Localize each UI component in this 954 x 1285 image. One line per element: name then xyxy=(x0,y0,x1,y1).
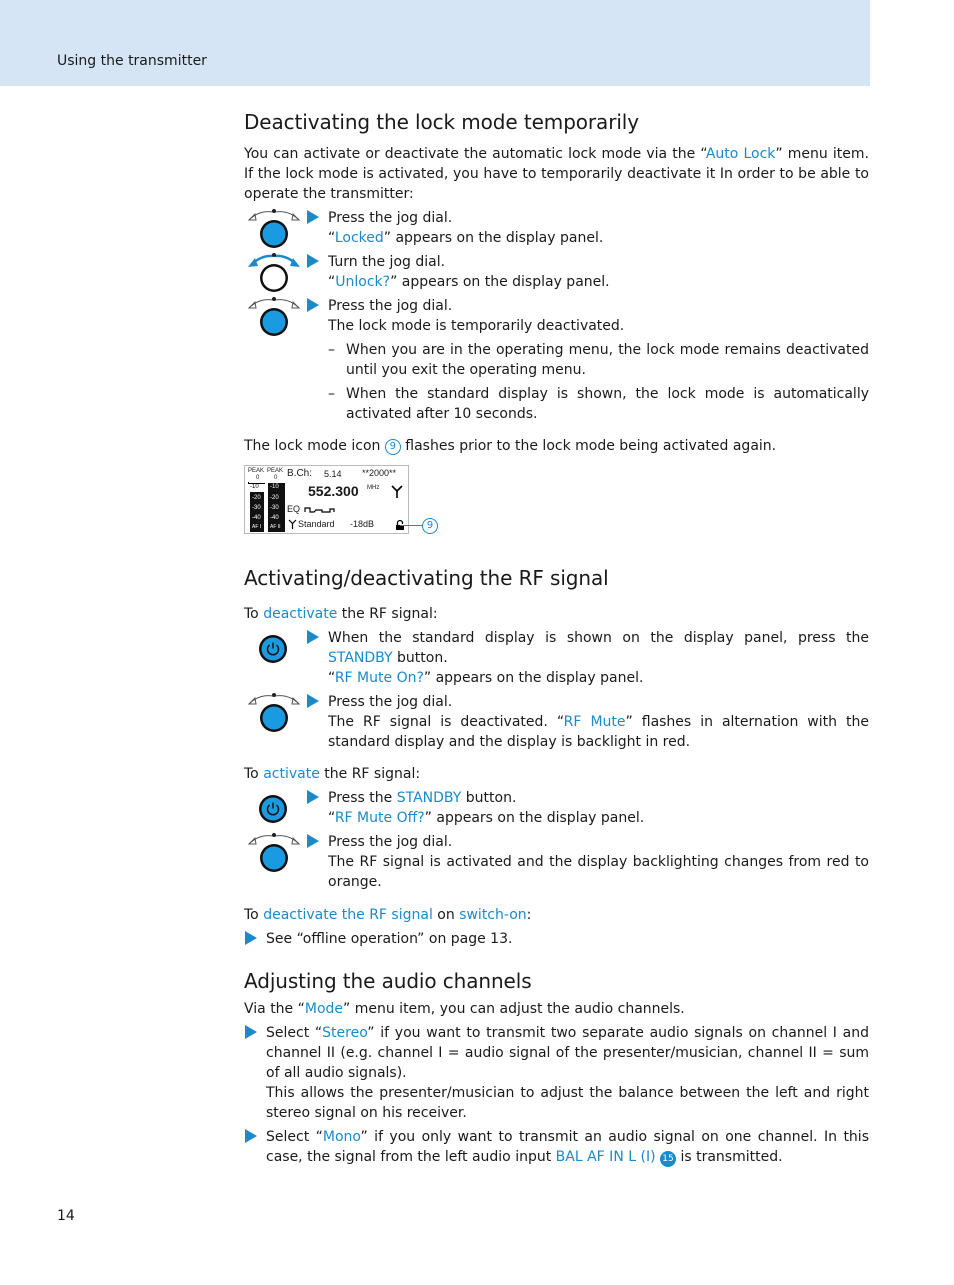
standby-button-icon xyxy=(258,794,288,824)
section-title: Using the transmitter xyxy=(57,53,207,69)
rf-deactivate-intro: To deactivate the RF signal: xyxy=(244,606,438,622)
antenna-icon xyxy=(391,485,403,498)
step-arrow-icon xyxy=(307,790,319,804)
lock-intro: You can activate or deactivate the automatic lock mode via the “Auto Lock” menu item. If the lock mode is activated, you have to temporarily deactivate it In order to be able to operate the transmitter: xyxy=(244,146,870,202)
callout-9-marker: 9 xyxy=(422,518,438,534)
lock-step-1: Press the jog dial. “Locked” appears on the display panel. xyxy=(328,210,604,246)
rf-step-3: Press the STANDBY button. “RF Mute Off?” appears on the display panel. xyxy=(328,790,645,826)
section-heading-lock: Deactivating the lock mode temporarily xyxy=(244,110,639,134)
step-arrow-icon xyxy=(245,1129,257,1143)
step-arrow-icon xyxy=(307,298,319,312)
lock-step-2: Turn the jog dial. “Unlock?” appears on the display panel. xyxy=(328,254,610,290)
display-bch: B.Ch: xyxy=(287,468,313,479)
lock-note-1: When you are in the operating menu, the lock mode remains deactivated until you exit the operating menu. xyxy=(346,342,869,378)
eq-curve-icon xyxy=(304,506,338,514)
callout-line xyxy=(400,525,422,526)
jog-dial-turn-icon xyxy=(247,250,303,294)
display-frequency: 552.300 xyxy=(308,483,359,499)
see-offline-reference: See “offline operation” on page 13. xyxy=(266,931,513,947)
rf-switch-on-intro: To deactivate the RF signal on switch-on: xyxy=(244,907,532,923)
display-unit: MHz xyxy=(367,485,380,491)
step-arrow-icon xyxy=(245,1025,257,1039)
section-heading-audio: Adjusting the audio channels xyxy=(244,969,532,993)
lock-icon-note: The lock mode icon 9 flashes prior to the lock mode being activated again. xyxy=(244,438,777,454)
jog-dial-press-icon xyxy=(247,206,303,250)
display-name: **2000** xyxy=(362,468,397,478)
jog-dial-press-icon xyxy=(247,690,303,734)
antenna-icon xyxy=(288,519,297,529)
auto-lock-term: Auto Lock xyxy=(705,146,776,162)
callout-9: 9 xyxy=(385,439,401,455)
jog-dial-press-icon xyxy=(247,294,303,338)
step-arrow-icon xyxy=(245,931,257,945)
step-arrow-icon xyxy=(307,834,319,848)
rf-step-1: When the standard display is shown on the display panel, press the STANDBY button. “RF Mute On?” appears on the display panel. xyxy=(328,630,869,686)
lock-step-3: Press the jog dial. The lock mode is temporarily deactivated. xyxy=(328,298,625,334)
jog-dial-press-icon xyxy=(247,830,303,874)
display-gain: -18dB xyxy=(350,519,375,529)
section-heading-rf: Activating/deactivating the RF signal xyxy=(244,566,609,590)
callout-15: 15 xyxy=(660,1151,676,1167)
display-mode: Standard xyxy=(298,519,335,529)
level-meters: PEAK PEAK 0 0 -10 -10 -20 -20 -30 -30 -40 -40 AF I AF II xyxy=(248,468,284,530)
rf-step-2: Press the jog dial. The RF signal is deactivated. “RF Mute” flashes in alternation with the standard display and the display is backlight in red. xyxy=(328,694,869,750)
rf-step-4: Press the jog dial. The RF signal is activated and the display backlighting changes from red to orange. xyxy=(328,834,869,890)
audio-intro: Via the “Mode” menu item, you can adjust the audio channels. xyxy=(244,1001,685,1017)
step-arrow-icon xyxy=(307,210,319,224)
standby-button-icon xyxy=(258,634,288,664)
step-arrow-icon xyxy=(307,630,319,644)
step-arrow-icon xyxy=(307,694,319,708)
rf-activate-intro: To activate the RF signal: xyxy=(244,766,421,782)
lock-note-2: When the standard display is shown, the lock mode is automatically activated after 10 seconds. xyxy=(346,386,869,422)
audio-stereo-step: Select “Stereo” if you want to transmit two separate audio signals on channel I and channel II (e.g. channel I = audio signal of the presenter/musician, channel II = sum of all audio signals). This allows the presenter/musician to adjust the balance between the left and right stereo signal on his receiver. xyxy=(266,1025,869,1121)
display-eq: EQ xyxy=(287,504,301,514)
page-number: 14 xyxy=(57,1208,75,1224)
step-arrow-icon xyxy=(307,254,319,268)
header-band xyxy=(0,0,870,86)
display-channel: 5.14 xyxy=(324,469,342,479)
display-panel xyxy=(244,465,409,534)
audio-mono-step: Select “Mono” if you only want to transmit an audio signal on one channel. In this case, the signal from the left audio input BAL AF IN L (I) 15 is transmitted. xyxy=(266,1129,869,1165)
